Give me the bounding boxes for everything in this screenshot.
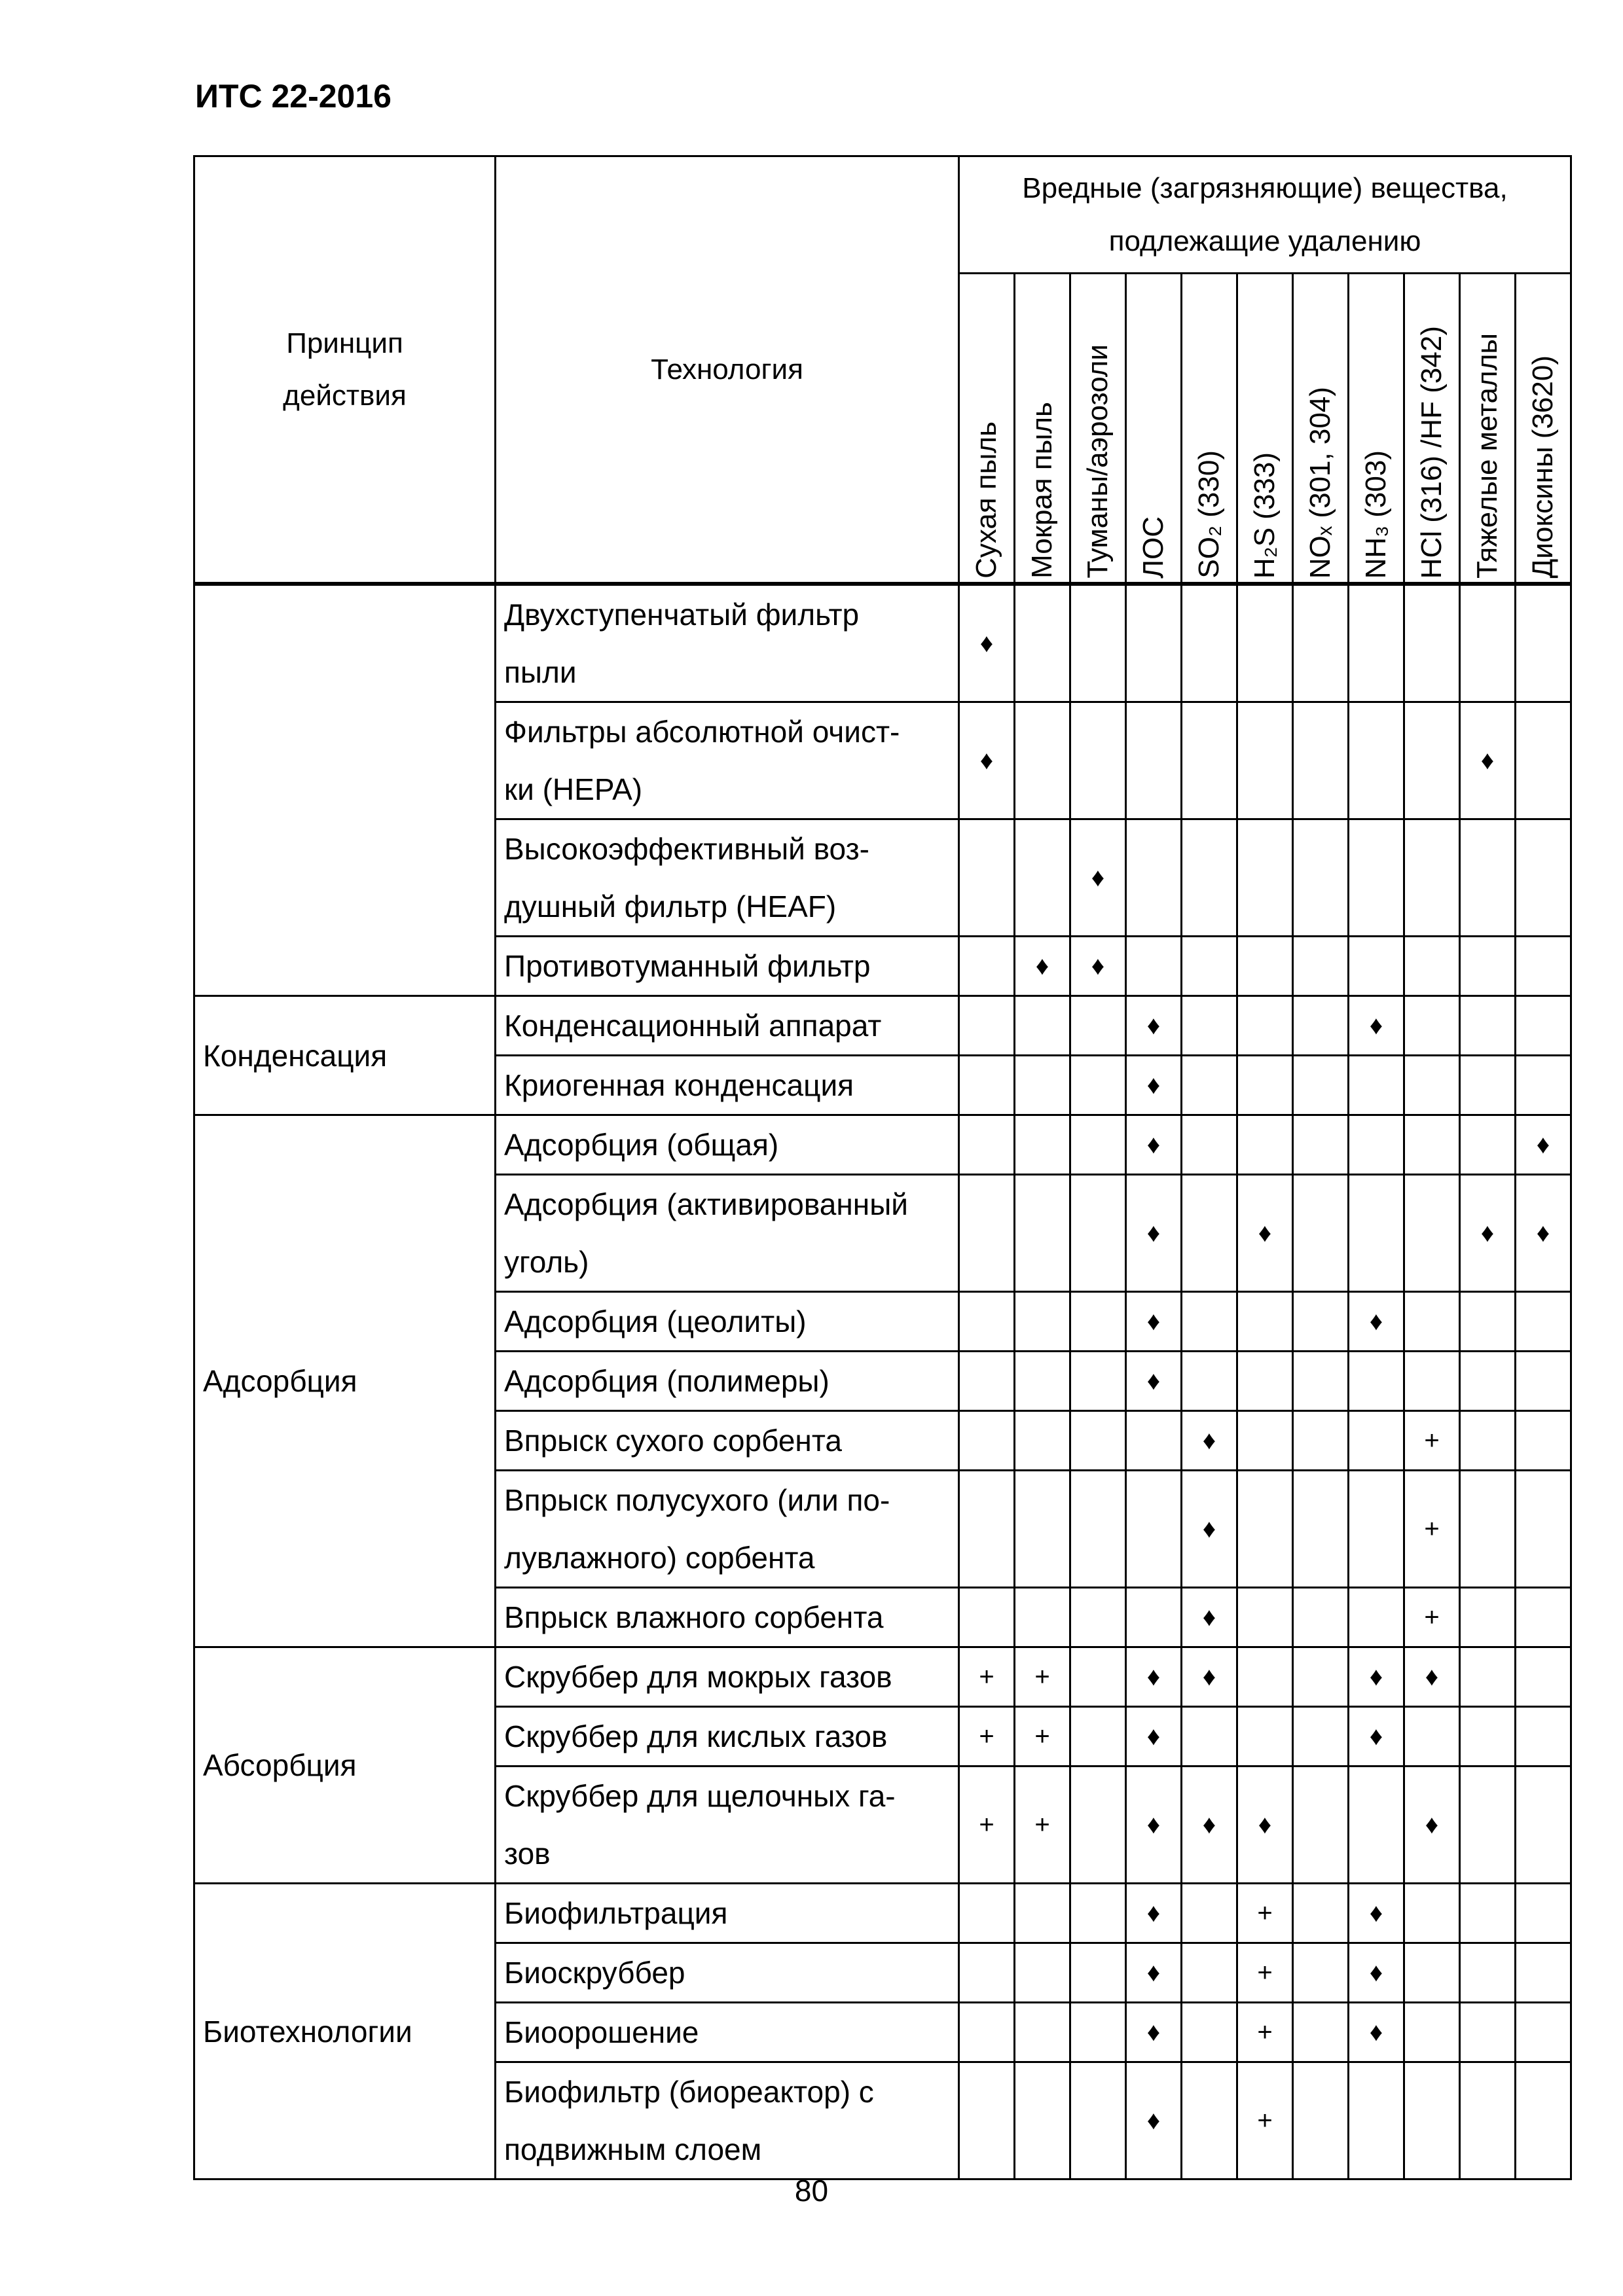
- diamond-mark-cell: ♦: [1516, 1115, 1571, 1175]
- column-header-nh3: [1349, 274, 1404, 584]
- empty-cell: [1015, 1175, 1070, 1292]
- column-header-label: NH₃ (303): [1360, 450, 1392, 579]
- empty-cell: [1293, 1943, 1349, 2003]
- diamond-mark-cell: ♦: [1349, 1943, 1404, 2003]
- empty-cell: [1460, 1056, 1516, 1115]
- empty-cell: [1293, 702, 1349, 819]
- principle-header-text: Принцип действия: [283, 327, 407, 412]
- empty-cell: [1460, 2062, 1516, 2179]
- empty-cell: [1126, 702, 1182, 819]
- empty-cell: [1293, 1115, 1349, 1175]
- plus-mark-cell: +: [1404, 1411, 1460, 1471]
- column-header-heavy-metals: [1460, 274, 1516, 584]
- empty-cell: [1293, 1707, 1349, 1767]
- empty-cell: [1237, 1352, 1293, 1411]
- empty-cell: [1460, 584, 1516, 702]
- empty-cell: [1460, 1707, 1516, 1767]
- empty-cell: [1516, 702, 1571, 819]
- technology-cell: Впрыск влажного сорбента: [496, 1588, 959, 1647]
- empty-cell: [1349, 1588, 1404, 1647]
- column-header-dioxins: [1516, 274, 1571, 584]
- empty-cell: [1404, 2003, 1460, 2062]
- diamond-mark-cell: ♦: [1460, 702, 1516, 819]
- empty-cell: [1070, 584, 1126, 702]
- diamond-mark-cell: ♦: [1126, 1943, 1182, 2003]
- empty-cell: [1070, 1707, 1126, 1767]
- diamond-mark-cell: ♦: [1349, 1647, 1404, 1707]
- empty-cell: [959, 1471, 1015, 1588]
- empty-cell: [1182, 2062, 1237, 2179]
- empty-cell: [1404, 1884, 1460, 1943]
- technology-cell: Скруббер для мокрых газов: [496, 1647, 959, 1707]
- diamond-mark-cell: ♦: [1126, 2003, 1182, 2062]
- column-header-nox: [1293, 274, 1349, 584]
- empty-cell: [959, 819, 1015, 937]
- principle-cell: Адсорбция: [194, 1115, 496, 1647]
- empty-cell: [1293, 1647, 1349, 1707]
- column-header-hcl-hf: [1404, 274, 1460, 584]
- empty-cell: [1460, 1647, 1516, 1707]
- plus-mark-cell: +: [1404, 1588, 1460, 1647]
- column-header-mists-aerosols: [1070, 274, 1126, 584]
- diamond-mark-cell: ♦: [1126, 1352, 1182, 1411]
- empty-cell: [1404, 702, 1460, 819]
- empty-cell: [1460, 1411, 1516, 1471]
- principle-cell: Абсорбция: [194, 1647, 496, 1884]
- diamond-mark-cell: ♦: [1126, 1884, 1182, 1943]
- plus-mark-cell: +: [1237, 2003, 1293, 2062]
- empty-cell: [1070, 702, 1126, 819]
- substances-header: [959, 156, 1571, 274]
- empty-cell: [1349, 1115, 1404, 1175]
- empty-cell: [1516, 1471, 1571, 1588]
- empty-cell: [1404, 1175, 1460, 1292]
- column-header-label: Сухая пыль: [970, 422, 1002, 579]
- empty-cell: [1237, 1411, 1293, 1471]
- empty-cell: [1070, 996, 1126, 1056]
- empty-cell: [1015, 584, 1070, 702]
- empty-cell: [1182, 937, 1237, 996]
- empty-cell: [1516, 937, 1571, 996]
- empty-cell: [1293, 1292, 1349, 1352]
- empty-cell: [1182, 1056, 1237, 1115]
- technology-cell: Скруббер для щелочных га- зов: [496, 1767, 959, 1884]
- empty-cell: [1182, 2003, 1237, 2062]
- empty-cell: [1070, 1647, 1126, 1707]
- empty-cell: [1182, 1115, 1237, 1175]
- empty-cell: [1070, 1411, 1126, 1471]
- empty-cell: [1349, 1767, 1404, 1884]
- column-header-label: Туманы/аэрозоли: [1082, 344, 1114, 579]
- empty-cell: [1182, 1175, 1237, 1292]
- empty-cell: [1404, 819, 1460, 937]
- diamond-mark-cell: ♦: [1349, 1292, 1404, 1352]
- empty-cell: [1293, 1056, 1349, 1115]
- empty-cell: [1015, 1115, 1070, 1175]
- empty-cell: [1015, 1884, 1070, 1943]
- empty-cell: [1237, 1471, 1293, 1588]
- empty-cell: [1516, 1411, 1571, 1471]
- empty-cell: [1070, 1352, 1126, 1411]
- empty-cell: [959, 1175, 1015, 1292]
- diamond-mark-cell: ♦: [1349, 996, 1404, 1056]
- empty-cell: [1182, 1707, 1237, 1767]
- empty-cell: [1182, 819, 1237, 937]
- table-row: [194, 996, 1571, 1056]
- empty-cell: [1349, 2062, 1404, 2179]
- technology-cell: Биоскруббер: [496, 1943, 959, 2003]
- empty-cell: [959, 1292, 1015, 1352]
- diamond-mark-cell: ♦: [1182, 1647, 1237, 1707]
- empty-cell: [1404, 2062, 1460, 2179]
- plus-mark-cell: +: [959, 1767, 1015, 1884]
- empty-cell: [1070, 1943, 1126, 2003]
- empty-cell: [1015, 819, 1070, 937]
- technology-cell: Конденсационный аппарат: [496, 996, 959, 1056]
- empty-cell: [1182, 996, 1237, 1056]
- table-row: [194, 1884, 1571, 1943]
- empty-cell: [1182, 1943, 1237, 2003]
- empty-cell: [1182, 1884, 1237, 1943]
- technology-cell: Биоорошение: [496, 2003, 959, 2062]
- empty-cell: [959, 1588, 1015, 1647]
- empty-cell: [1460, 1471, 1516, 1588]
- technology-cell: Адсорбция (полимеры): [496, 1352, 959, 1411]
- empty-cell: [1237, 1647, 1293, 1707]
- table-row: [194, 1647, 1571, 1707]
- empty-cell: [1404, 1707, 1460, 1767]
- diamond-mark-cell: ♦: [959, 702, 1015, 819]
- empty-cell: [1126, 1411, 1182, 1471]
- empty-cell: [1516, 1943, 1571, 2003]
- empty-cell: [1404, 1056, 1460, 1115]
- empty-cell: [1070, 1056, 1126, 1115]
- diamond-mark-cell: ♦: [1126, 996, 1182, 1056]
- empty-cell: [1293, 2003, 1349, 2062]
- empty-cell: [1126, 937, 1182, 996]
- empty-cell: [1293, 584, 1349, 702]
- diamond-mark-cell: ♦: [1516, 1175, 1571, 1292]
- plus-mark-cell: +: [1237, 1943, 1293, 2003]
- empty-cell: [1237, 1292, 1293, 1352]
- empty-cell: [1182, 584, 1237, 702]
- empty-cell: [1015, 1056, 1070, 1115]
- empty-cell: [1182, 1292, 1237, 1352]
- empty-cell: [1516, 1352, 1571, 1411]
- column-header-wet-dust: [1015, 274, 1070, 584]
- empty-cell: [1015, 1471, 1070, 1588]
- empty-cell: [1293, 937, 1349, 996]
- empty-cell: [959, 1056, 1015, 1115]
- diamond-mark-cell: ♦: [1126, 1707, 1182, 1767]
- empty-cell: [1293, 819, 1349, 937]
- diamond-mark-cell: ♦: [1349, 1884, 1404, 1943]
- empty-cell: [959, 1411, 1015, 1471]
- diamond-mark-cell: ♦: [1182, 1411, 1237, 1471]
- technology-cell: Адсорбция (общая): [496, 1115, 959, 1175]
- empty-cell: [1070, 1292, 1126, 1352]
- empty-cell: [1293, 1588, 1349, 1647]
- column-header-h2s: [1237, 274, 1293, 584]
- empty-cell: [1182, 1352, 1237, 1411]
- empty-cell: [1460, 1115, 1516, 1175]
- plus-mark-cell: +: [959, 1707, 1015, 1767]
- technology-cell: Биофильтр (биореактор) с подвижным слоем: [496, 2062, 959, 2179]
- technology-cell: Впрыск полусухого (или по- лувлажного) сорбента: [496, 1471, 959, 1588]
- empty-cell: [1126, 584, 1182, 702]
- diamond-mark-cell: ♦: [1126, 1767, 1182, 1884]
- plus-mark-cell: +: [1015, 1647, 1070, 1707]
- empty-cell: [1516, 1292, 1571, 1352]
- empty-cell: [1293, 1411, 1349, 1471]
- column-header-label: SO₂ (330): [1193, 450, 1225, 579]
- empty-cell: [1516, 584, 1571, 702]
- column-header-label: Тяжелые металлы: [1471, 332, 1503, 579]
- empty-cell: [1516, 1647, 1571, 1707]
- empty-cell: [1516, 1884, 1571, 1943]
- empty-cell: [1349, 1471, 1404, 1588]
- empty-cell: [1015, 1588, 1070, 1647]
- empty-cell: [959, 2062, 1015, 2179]
- empty-cell: [1349, 937, 1404, 996]
- diamond-mark-cell: ♦: [1126, 1175, 1182, 1292]
- empty-cell: [959, 1115, 1015, 1175]
- empty-cell: [959, 937, 1015, 996]
- empty-cell: [1237, 1707, 1293, 1767]
- empty-cell: [1293, 1175, 1349, 1292]
- empty-cell: [1015, 2003, 1070, 2062]
- empty-cell: [1460, 1884, 1516, 1943]
- plus-mark-cell: +: [1237, 1884, 1293, 1943]
- diamond-mark-cell: ♦: [1182, 1588, 1237, 1647]
- empty-cell: [1182, 702, 1237, 819]
- empty-cell: [1404, 1352, 1460, 1411]
- technology-cell: Скруббер для кислых газов: [496, 1707, 959, 1767]
- empty-cell: [1015, 702, 1070, 819]
- empty-cell: [1404, 937, 1460, 996]
- empty-cell: [1516, 1588, 1571, 1647]
- empty-cell: [1349, 584, 1404, 702]
- technology-cell: Адсорбция (цеолиты): [496, 1292, 959, 1352]
- empty-cell: [1460, 1588, 1516, 1647]
- empty-cell: [1404, 996, 1460, 1056]
- column-header-label: HCl (316) /HF (342): [1415, 325, 1448, 579]
- diamond-mark-cell: ♦: [1237, 1175, 1293, 1292]
- diamond-mark-cell: ♦: [1349, 1707, 1404, 1767]
- diamond-mark-cell: ♦: [1126, 1292, 1182, 1352]
- column-header-dry-dust: [959, 274, 1015, 584]
- empty-cell: [1516, 2003, 1571, 2062]
- empty-cell: [1293, 1884, 1349, 1943]
- empty-cell: [1237, 584, 1293, 702]
- empty-cell: [1460, 996, 1516, 1056]
- empty-cell: [1126, 1471, 1182, 1588]
- diamond-mark-cell: ♦: [1349, 2003, 1404, 2062]
- column-header-voc: [1126, 274, 1182, 584]
- empty-cell: [1516, 1056, 1571, 1115]
- empty-cell: [1293, 1767, 1349, 1884]
- empty-cell: [1237, 1588, 1293, 1647]
- page-number: 80: [794, 2174, 829, 2208]
- empty-cell: [1460, 1943, 1516, 2003]
- empty-cell: [1516, 819, 1571, 937]
- empty-cell: [1070, 1588, 1126, 1647]
- plus-mark-cell: +: [1015, 1707, 1070, 1767]
- principle-header: [194, 156, 496, 584]
- empty-cell: [1349, 702, 1404, 819]
- substances-header-text: Вредные (загрязняющие) вещества, подлежащие удалению: [1022, 172, 1508, 257]
- empty-cell: [1404, 1943, 1460, 2003]
- empty-cell: [1349, 1352, 1404, 1411]
- diamond-mark-cell: ♦: [1070, 937, 1126, 996]
- empty-cell: [1070, 1884, 1126, 1943]
- technology-header: Технология: [496, 156, 959, 584]
- document-code: ИТС 22-2016: [195, 78, 392, 115]
- empty-cell: [1293, 1352, 1349, 1411]
- diamond-mark-cell: ♦: [959, 584, 1015, 702]
- empty-cell: [1293, 1471, 1349, 1588]
- column-header-label: H₂S (333): [1249, 452, 1281, 579]
- technology-cell: Высокоэффективный воз- душный фильтр (HEAF): [496, 819, 959, 937]
- empty-cell: [1237, 702, 1293, 819]
- plus-mark-cell: +: [1015, 1767, 1070, 1884]
- column-header-label: ЛОС: [1137, 516, 1169, 579]
- empty-cell: [1015, 996, 1070, 1056]
- empty-cell: [1516, 1767, 1571, 1884]
- empty-cell: [1516, 2062, 1571, 2179]
- empty-cell: [1516, 1707, 1571, 1767]
- diamond-mark-cell: ♦: [1460, 1175, 1516, 1292]
- empty-cell: [1349, 1056, 1404, 1115]
- empty-cell: [1070, 1471, 1126, 1588]
- empty-cell: [1349, 1175, 1404, 1292]
- empty-cell: [1460, 2003, 1516, 2062]
- diamond-mark-cell: ♦: [1404, 1647, 1460, 1707]
- empty-cell: [1460, 819, 1516, 937]
- empty-cell: [1237, 819, 1293, 937]
- empty-cell: [1404, 1115, 1460, 1175]
- empty-cell: [1126, 1588, 1182, 1647]
- empty-cell: [1404, 584, 1460, 702]
- technology-cell: Противотуманный фильтр: [496, 937, 959, 996]
- empty-cell: [1126, 819, 1182, 937]
- empty-cell: [1070, 1175, 1126, 1292]
- empty-cell: [959, 1943, 1015, 2003]
- column-header-so2: [1182, 274, 1237, 584]
- diamond-mark-cell: ♦: [1182, 1767, 1237, 1884]
- diamond-mark-cell: ♦: [1126, 1647, 1182, 1707]
- diamond-mark-cell: ♦: [1126, 1056, 1182, 1115]
- technology-cell: Двухступенчатый фильтр пыли: [496, 584, 959, 702]
- empty-cell: [1015, 1411, 1070, 1471]
- empty-cell: [1070, 2062, 1126, 2179]
- diamond-mark-cell: ♦: [1126, 1115, 1182, 1175]
- empty-cell: [1015, 1352, 1070, 1411]
- empty-cell: [1293, 2062, 1349, 2179]
- diamond-mark-cell: ♦: [1015, 937, 1070, 996]
- table-row: [194, 1115, 1571, 1175]
- empty-cell: [1237, 1115, 1293, 1175]
- column-header-label: NOₓ (301, 304): [1304, 386, 1336, 579]
- empty-cell: [959, 2003, 1015, 2062]
- empty-cell: [1070, 1767, 1126, 1884]
- technology-cell: Впрыск сухого сорбента: [496, 1411, 959, 1471]
- empty-cell: [959, 1352, 1015, 1411]
- plus-mark-cell: +: [1237, 2062, 1293, 2179]
- table-body: [194, 584, 1571, 2179]
- empty-cell: [1015, 1943, 1070, 2003]
- technology-cell: Криогенная конденсация: [496, 1056, 959, 1115]
- principle-cell: Биотехнологии: [194, 1884, 496, 2179]
- empty-cell: [1404, 1292, 1460, 1352]
- empty-cell: [1015, 1292, 1070, 1352]
- diamond-mark-cell: ♦: [1237, 1767, 1293, 1884]
- technology-cell: Адсорбция (активированный уголь): [496, 1175, 959, 1292]
- empty-cell: [1237, 996, 1293, 1056]
- technology-cell: Фильтры абсолютной очист- ки (HEPA): [496, 702, 959, 819]
- empty-cell: [1293, 996, 1349, 1056]
- empty-cell: [1460, 1292, 1516, 1352]
- technology-cell: Биофильтрация: [496, 1884, 959, 1943]
- empty-cell: [1070, 2003, 1126, 2062]
- principle-cell: Конденсация: [194, 996, 496, 1115]
- empty-cell: [1015, 2062, 1070, 2179]
- principle-cell: [194, 584, 496, 996]
- diamond-mark-cell: ♦: [1182, 1471, 1237, 1588]
- diamond-mark-cell: ♦: [1404, 1767, 1460, 1884]
- diamond-mark-cell: ♦: [1126, 2062, 1182, 2179]
- treatment-technologies-table: [193, 155, 1572, 2180]
- empty-cell: [959, 1884, 1015, 1943]
- empty-cell: [1460, 1767, 1516, 1884]
- table-row: [194, 584, 1571, 702]
- empty-cell: [959, 996, 1015, 1056]
- empty-cell: [1516, 996, 1571, 1056]
- empty-cell: [1349, 819, 1404, 937]
- empty-cell: [1237, 1056, 1293, 1115]
- diamond-mark-cell: ♦: [1070, 819, 1126, 937]
- column-header-label: Диоксины (3620): [1527, 355, 1559, 579]
- empty-cell: [1070, 1115, 1126, 1175]
- empty-cell: [1460, 937, 1516, 996]
- empty-cell: [1349, 1411, 1404, 1471]
- empty-cell: [1237, 937, 1293, 996]
- plus-mark-cell: +: [959, 1647, 1015, 1707]
- empty-cell: [1460, 1352, 1516, 1411]
- plus-mark-cell: +: [1404, 1471, 1460, 1588]
- column-header-label: Мокрая пыль: [1026, 402, 1058, 579]
